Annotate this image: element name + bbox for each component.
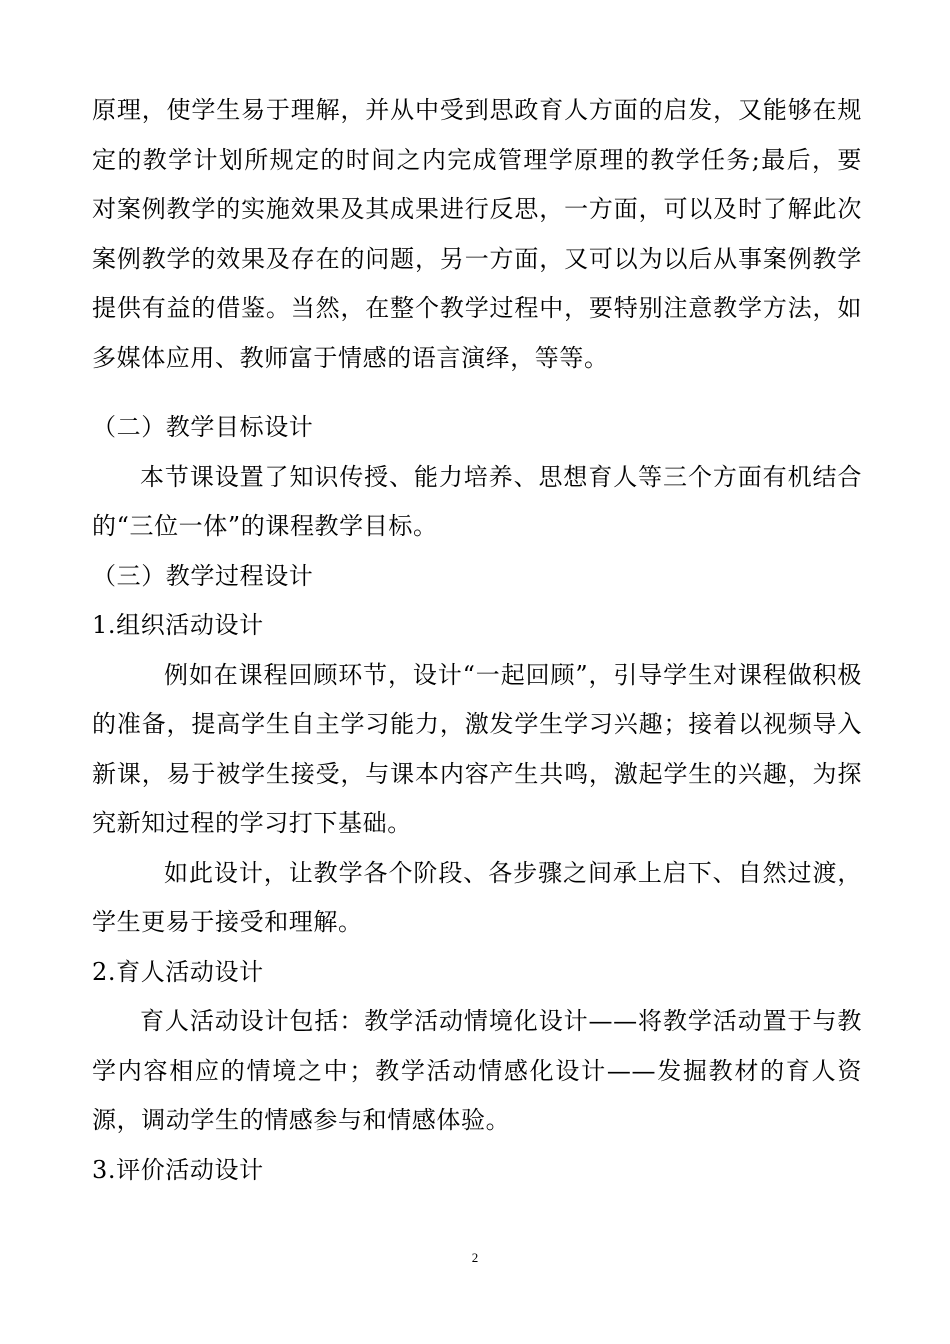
paragraph-education-activity: 育人活动设计包括：教学活动情境化设计——将教学活动置于与教学内容相应的情境之中；教学活动情感化设计——发掘教材的育人资源，调动学生的情感参与和情感体验。 — [92, 1007, 862, 1134]
document-page — [92, 86, 862, 1195]
paragraph-teaching-reflection: 原理，使学生易于理解，并从中受到思政育人方面的启发，又能够在规定的教学计划所规定的时间之内完成管理学原理的教学任务;最后，要对案例教学的实施效果及其成果进行反思，一方面，可以及时了解此次案例教学的效果及存在的问题，另一方面，又可以为以后从事案例教学提供有益的借鉴。当然，在整个教学过程中，要特别注意教学方法，如多媒体应用、教师富于情感的语言演绎，等等。 — [92, 96, 862, 372]
section-heading-teaching-process: （三）教学过程设计 — [92, 561, 314, 590]
paragraph-design-effect: 如此设计，让教学各个阶段、各步骤之间承上启下、自然过渡，学生更易于接受和理解。 — [92, 858, 862, 936]
subheading-evaluation-activity: 3.评价活动设计 — [92, 1155, 264, 1184]
section-heading-teaching-objectives: （二）教学目标设计 — [92, 413, 314, 441]
subheading-education-activity: 2.育人活动设计 — [92, 957, 264, 986]
paragraph-objectives: 本节课设置了知识传授、能力培养、思想育人等三个方面有机结合的“三位一体”的课程教学目标。 — [92, 462, 862, 540]
page-number: 2 — [471, 1250, 479, 1265]
paragraph-organization-example: 例如在课程回顾环节，设计“一起回顾”，引导学生对课程做积极的准备，提高学生自主学习能力，激发学生学习兴趣；接着以视频导入新课，易于被学生接受，与课本内容产生共鸣，激起学生的兴趣，为探究新知过程的学习打下基础。 — [92, 660, 862, 837]
subheading-organization-activity: 1.组织活动设计 — [92, 611, 264, 639]
